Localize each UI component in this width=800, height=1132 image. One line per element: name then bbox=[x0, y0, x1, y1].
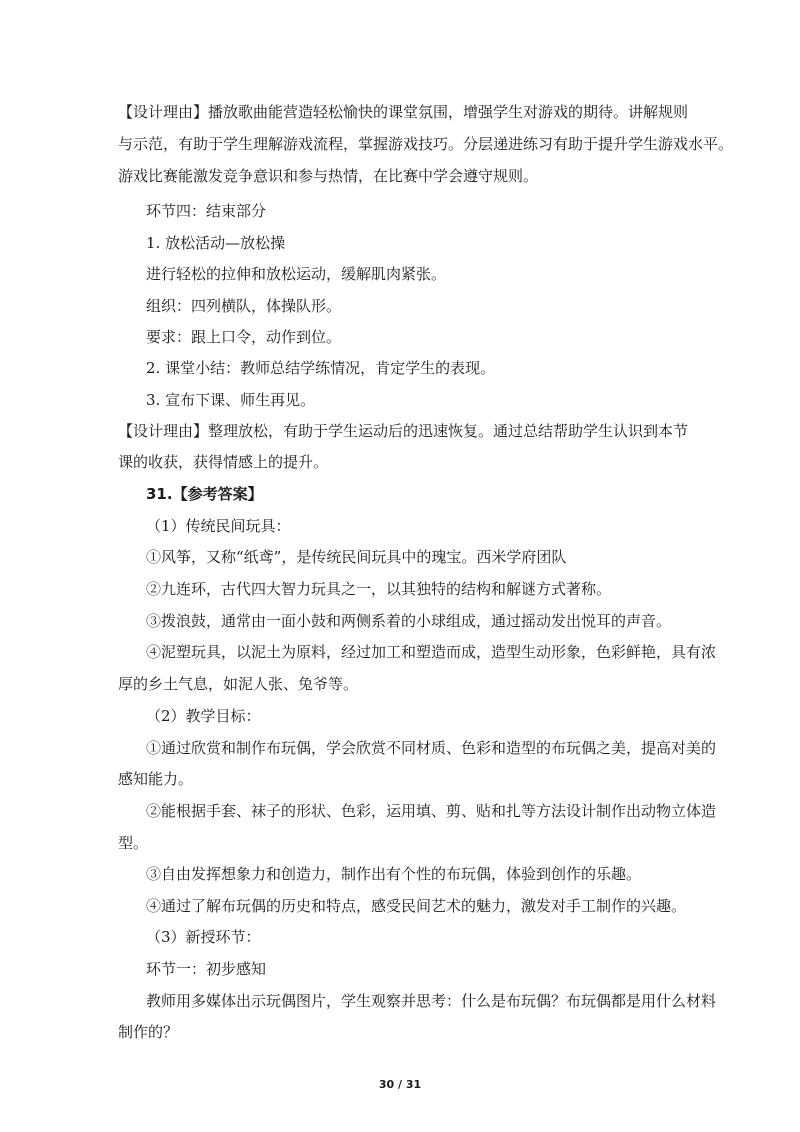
text-line: ④通过了解布玩偶的历史和特点，感受民间艺术的魅力，激发对手工制作的兴趣。 bbox=[146, 897, 687, 915]
text-line: ②九连环，古代四大智力玩具之一，以其独特的结构和解谜方式著称。 bbox=[146, 580, 612, 598]
text-line: 2. 课堂小结：教师总结学练情况，肯定学生的表现。 bbox=[146, 359, 496, 377]
text-line: ①风筝，又称“纸鸢”，是传统民间玩具中的瑰宝。西米学府团队 bbox=[146, 548, 567, 566]
text-line: 感知能力。 bbox=[118, 770, 194, 788]
text-line: ②能根据手套、袜子的形状、色彩，运用填、剪、贴和扎等方法设计制作出动物立体造 bbox=[146, 802, 717, 820]
text-line: ④泥塑玩具，以泥土为原料，经过加工和塑造而成，造型生动形象，色彩鲜艳，具有浓 bbox=[146, 643, 717, 661]
text-line: 进行轻松的拉伸和放松运动，缓解肌肉紧张。 bbox=[146, 265, 447, 283]
answer-heading: 31.【参考答案】 bbox=[146, 485, 263, 503]
text-line: 要求：跟上口令，动作到位。 bbox=[146, 328, 342, 346]
text-line: （1）传统民间玩具： bbox=[146, 517, 291, 535]
text-line: 3. 宣布下课、师生再见。 bbox=[146, 391, 316, 409]
text-line: （3）新授环节： bbox=[146, 928, 261, 946]
text-line: 教师用多媒体出示玩偶图片，学生观察并思考：什么是布玩偶？布玩偶都是用什么材料 bbox=[146, 992, 717, 1010]
text-line: 厚的乡土气息，如泥人张、兔爷等。 bbox=[118, 675, 359, 693]
text-line: 游戏比赛能激发竞争意识和参与热情，在比赛中学会遵守规则。 bbox=[118, 167, 539, 185]
text-line: 组织：四列横队，体操队形。 bbox=[146, 297, 342, 315]
text-line: 制作的？ bbox=[118, 1023, 179, 1041]
page-number: 30 / 31 bbox=[378, 1078, 422, 1091]
text-line: ③拨浪鼓，通常由一面小鼓和两侧系着的小球组成，通过摇动发出悦耳的声音。 bbox=[146, 612, 672, 630]
text-line: 与示范，有助于学生理解游戏流程，掌握游戏技巧。分层递进练习有助于提升学生游戏水平。 bbox=[118, 135, 734, 153]
text-line: 【设计理由】整理放松，有助于学生运动后的迅速恢复。通过总结帮助学生认识到本节 bbox=[118, 422, 689, 440]
text-line: 型。 bbox=[118, 834, 149, 852]
text-line: ①通过欣赏和制作布玩偶，学会欣赏不同材质、色彩和造型的布玩偶之美，提高对美的 bbox=[146, 739, 717, 757]
text-line: （2）教学目标： bbox=[146, 707, 261, 725]
section-heading: 环节四：结束部分 bbox=[146, 202, 267, 220]
text-line: 【设计理由】播放歌曲能营造轻松愉快的课堂氛围，增强学生对游戏的期待。讲解规则 bbox=[118, 103, 689, 121]
text-line: 环节一：初步感知 bbox=[146, 960, 267, 978]
text-line: ③自由发挥想象力和创造力，制作出有个性的布玩偶，体验到创作的乐趣。 bbox=[146, 865, 642, 883]
text-line: 课的收获，获得情感上的提升。 bbox=[118, 453, 329, 471]
text-line: 1. 放松活动—放松操 bbox=[146, 234, 286, 252]
